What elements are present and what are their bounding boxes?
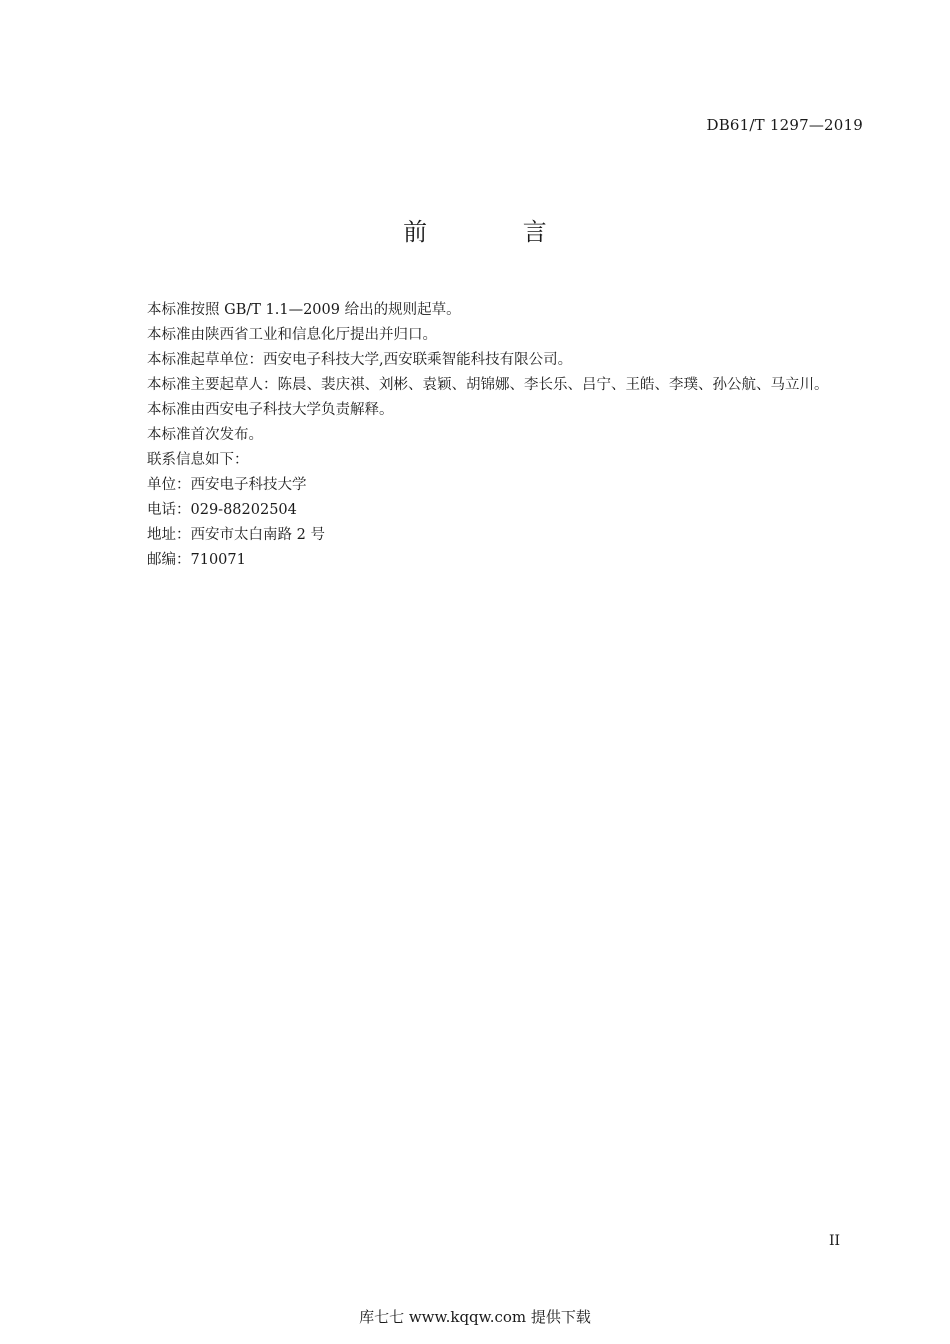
paragraph-drafting-units: 本标准起草单位：西安电子科技大学,西安联乘智能科技有限公司。 xyxy=(147,352,573,368)
contact-unit: 单位：西安电子科技大学 xyxy=(147,477,307,493)
page-title: 前 言 xyxy=(403,218,591,246)
contact-address: 地址：西安市太白南路 2 号 xyxy=(147,527,325,543)
page-number: II xyxy=(828,1233,840,1249)
standard-number: DB61/T 1297—2019 xyxy=(706,116,863,134)
paragraph-first-release: 本标准首次发布。 xyxy=(147,427,263,443)
contact-postcode: 邮编：710071 xyxy=(147,552,246,568)
paragraph-drafting-rules: 本标准按照 GB/T 1.1—2009 给出的规则起草。 xyxy=(147,302,461,318)
contact-phone: 电话：029-88202504 xyxy=(147,502,297,518)
footer-watermark: 库七七 www.kqqw.com 提供下载 xyxy=(359,1308,591,1326)
paragraph-contact-heading: 联系信息如下： xyxy=(147,452,249,468)
paragraph-proposer: 本标准由陕西省工业和信息化厅提出并归口。 xyxy=(147,327,437,343)
paragraph-interpretation: 本标准由西安电子科技大学负责解释。 xyxy=(147,402,394,418)
preface-body xyxy=(115,298,835,573)
paragraph-drafters: 本标准主要起草人：陈晨、裴庆祺、刘彬、袁颖、胡锦娜、李长乐、吕宁、王皓、李璞、孙公航、马立川。 xyxy=(147,377,829,393)
